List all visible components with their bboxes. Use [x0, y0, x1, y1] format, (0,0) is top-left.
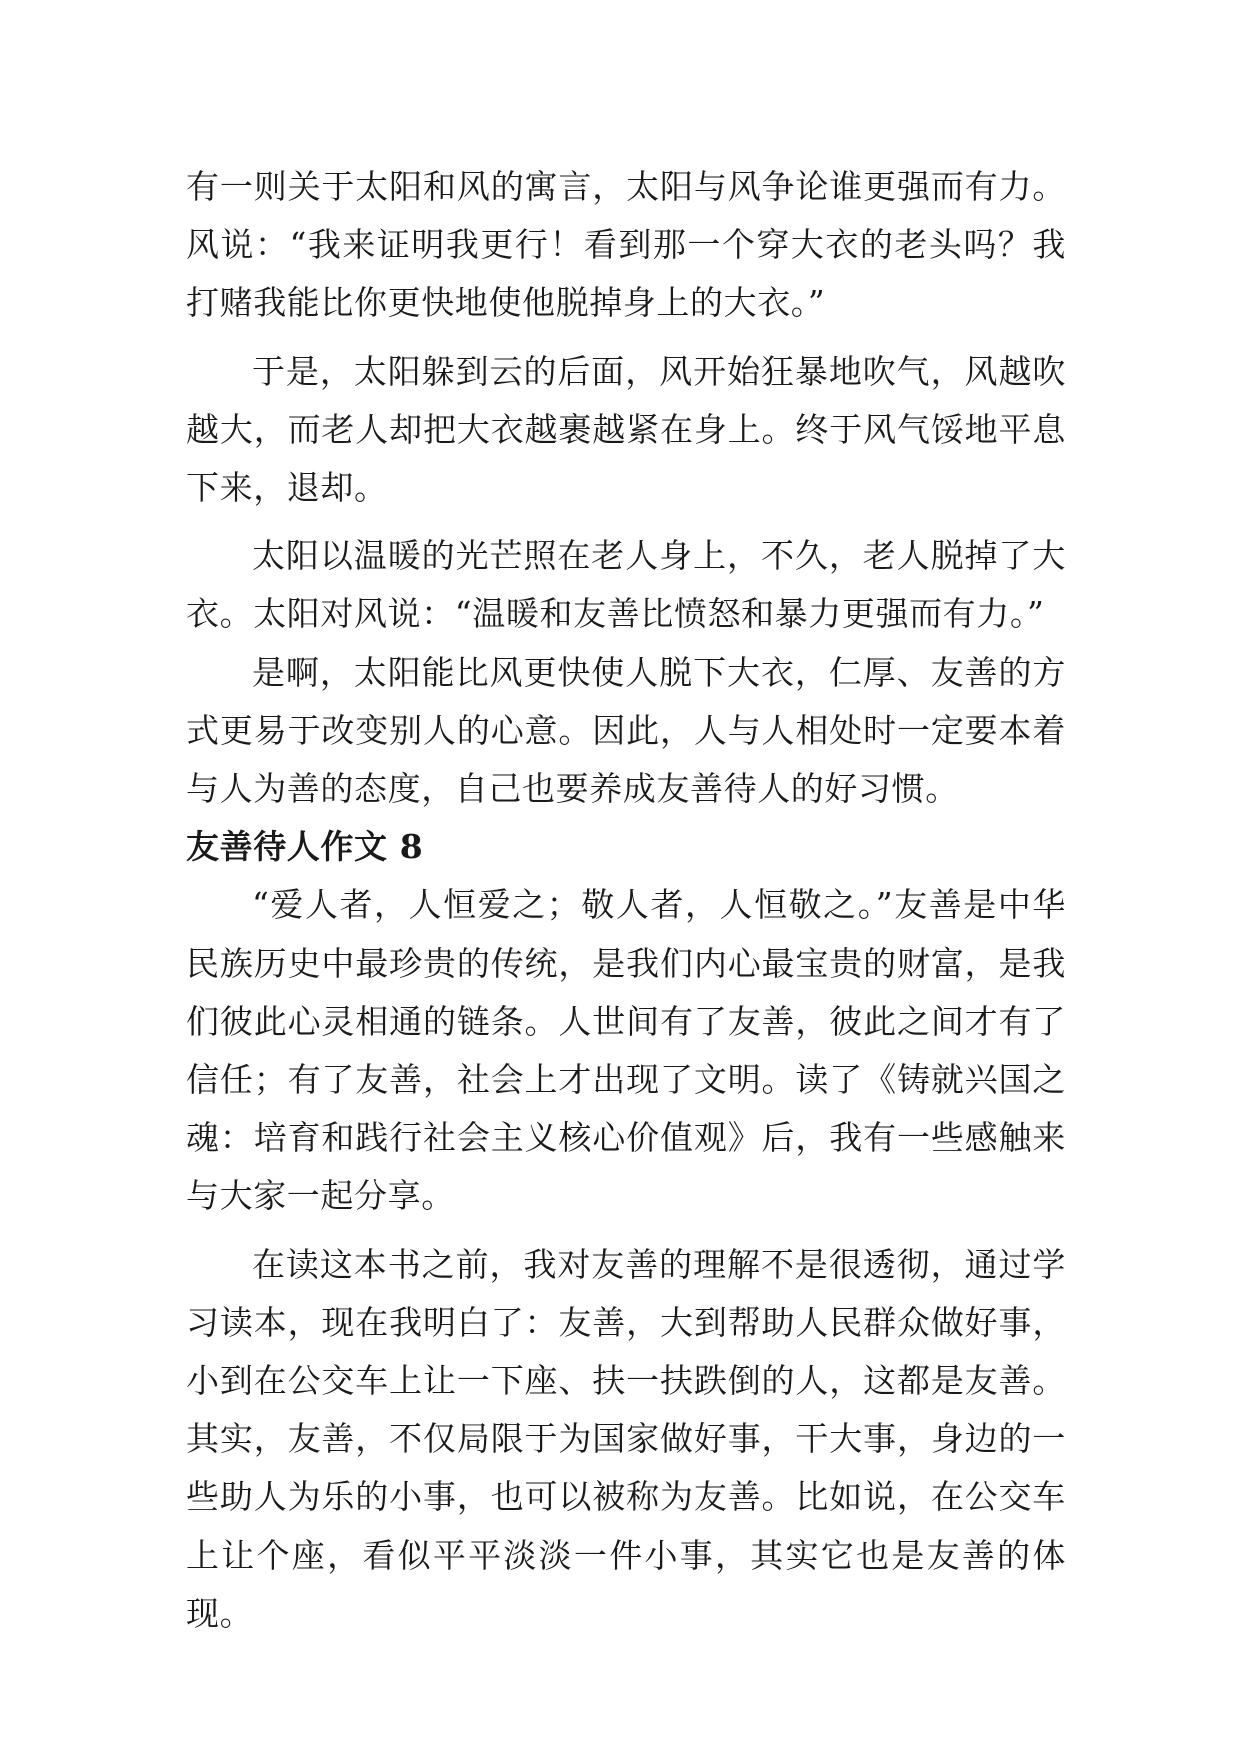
- paragraph-reading-reflection: 在读这本书之前，我对友善的理解不是很透彻，通过学习读本，现在我明白了：友善，大到帮助人民群众做好事，小到在公交车上让一下座、扶一扶跌倒的人，这都是友善。其实，友善，不仅局限于为国家做好事，干大事，身边的一些助人为乐的小事，也可以被称为友善。比如说，在公交车上让个座，看似平平淡淡一件小事，其实它也是友善的体现。: [186, 1244, 1066, 1633]
- paragraph-fable-intro: 有一则关于太阳和风的寓言，太阳与风争论谁更强而有力。风说：“我来证明我更行！看到那一个穿大衣的老头吗？我打赌我能比你更快地使他脱掉身上的大衣。”: [186, 167, 1066, 323]
- paragraph-moral: 是啊，太阳能比风更快使人脱下大衣，仁厚、友善的方式更易于改变别人的心意。因此，人与人相处时一定要本着与人为善的态度，自己也要养成友善待人的好习惯。: [186, 652, 1066, 809]
- paragraph-wind-blows: 于是，太阳躲到云的后面，风开始狂暴地吹气，风越吹越大，而老人却把大衣越裹越紧在身上。终于风气馁地平息下来，退却。: [186, 351, 1066, 508]
- document-page: [186, 158, 1066, 1643]
- section-title: 友善待人作文 8: [186, 827, 424, 867]
- paragraph-quote-intro: “爱人者，人恒爱之；敬人者，人恒敬之。”友善是中华民族历史中最珍贵的传统，是我们内心最宝贵的财富，是我们彼此心灵相通的链条。人世间有了友善，彼此之间才有了信任；有了友善，社会上才出现了文明。读了《铸就兴国之魂：培育和践行社会主义核心价值观》后，我有一些感触来与大家一起分享。: [186, 885, 1066, 1216]
- paragraph-sun-warmth: 太阳以温暖的光芒照在老人身上，不久，老人脱掉了大衣。太阳对风说：“温暖和友善比愤怒和暴力更强而有力。”: [186, 536, 1066, 634]
